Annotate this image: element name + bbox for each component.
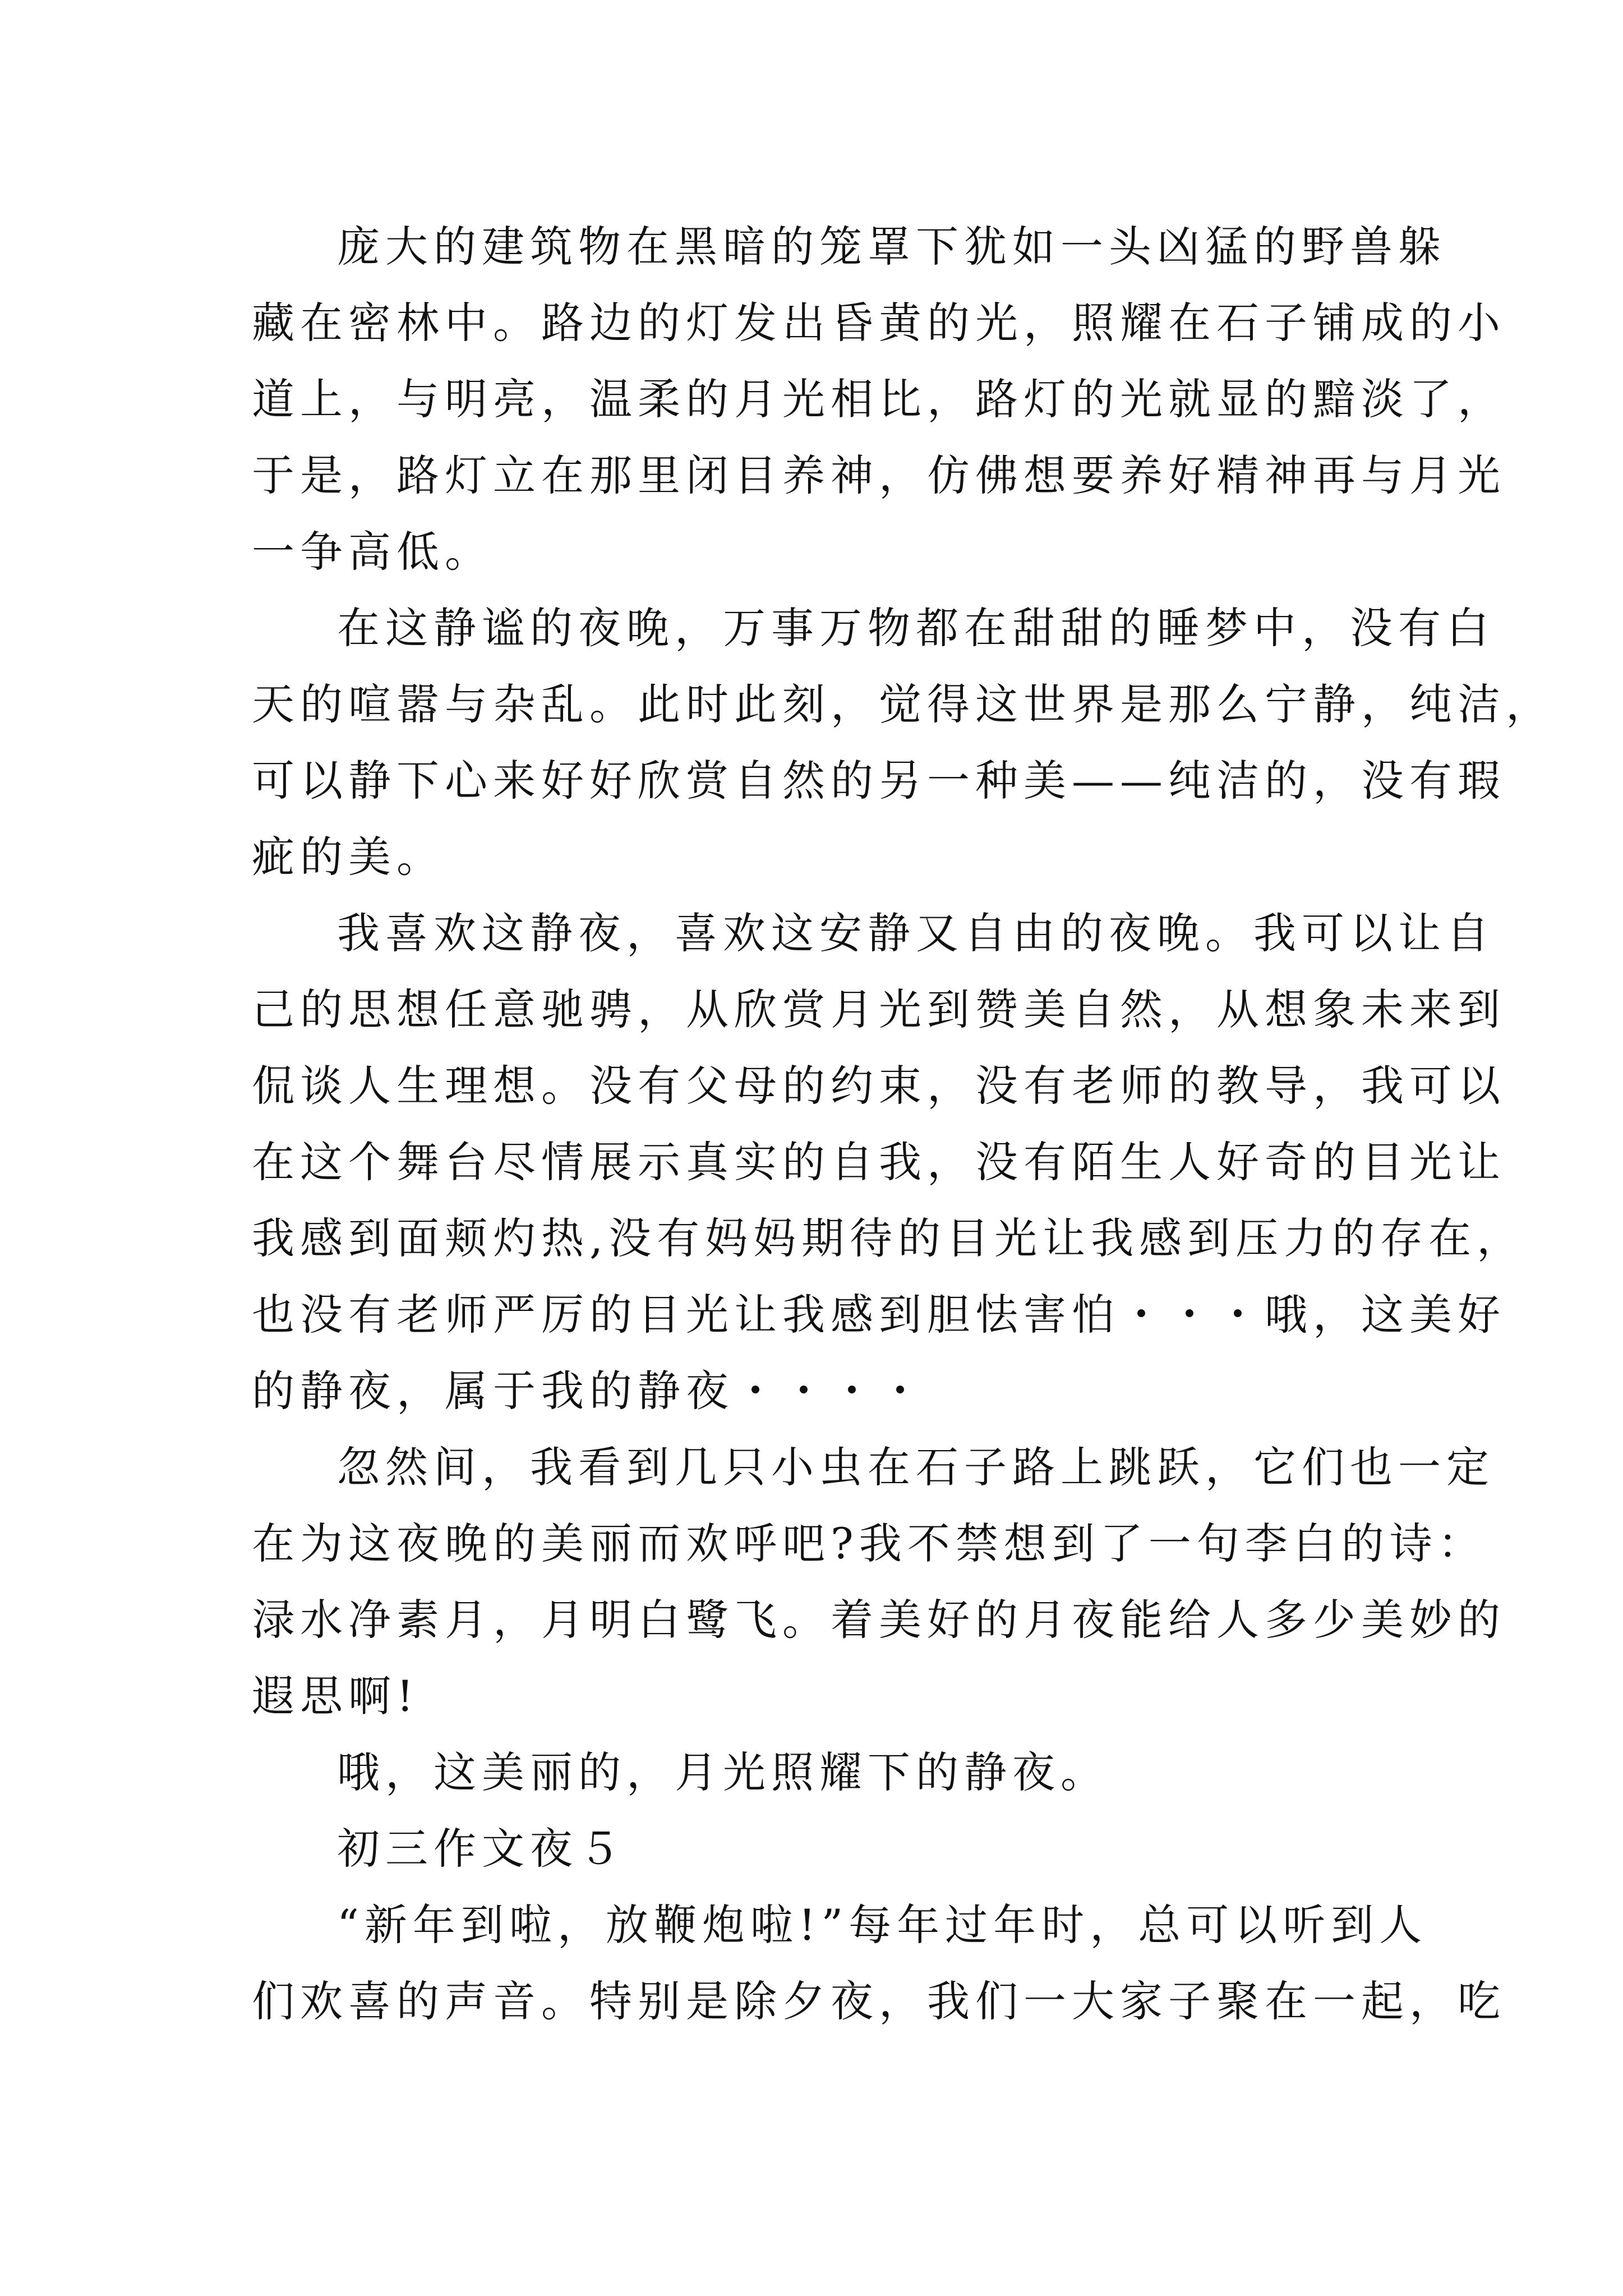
text-line: 的静夜，属于我的静夜・・・・ xyxy=(252,1366,927,1416)
text-line: 一争高低。 xyxy=(252,527,493,577)
text-line: 可以静下心来好好欣赏自然的另一种美——纯洁的，没有瑕 xyxy=(252,756,1506,806)
text-line: 也没有老师严厉的目光让我感到胆怯害怕・・・哦，这美好 xyxy=(252,1290,1506,1340)
text-line: 我喜欢这静夜，喜欢这安静又自由的夜晚。我可以让自 xyxy=(337,908,1495,958)
text-line: 哦，这美丽的，月光照耀下的静夜。 xyxy=(337,1747,1109,1797)
text-line: 侃谈人生理想。没有父母的约束，没有老师的教导，我可以 xyxy=(252,1061,1506,1111)
text-line: 藏在密林中。路边的灯发出昏黄的光，照耀在石子铺成的小 xyxy=(252,298,1506,348)
text-line: 在这个舞台尽情展示真实的自我，没有陌生人好奇的目光让 xyxy=(252,1137,1506,1187)
text-line: 疵的美。 xyxy=(252,832,445,882)
text-line: 天的喧嚣与杂乱。此时此刻，觉得这世界是那么宁静，纯洁， xyxy=(252,679,1554,729)
text-line: 在为这夜晚的美丽而欢呼吧?我不禁想到了一句李白的诗： xyxy=(252,1519,1486,1568)
text-line: “新年到啦，放鞭炮啦!”每年过年时，总可以听到人 xyxy=(337,1900,1428,1950)
text-line: 道上，与明亮，温柔的月光相比，路灯的光就显的黯淡了， xyxy=(252,374,1506,424)
text-line: 我感到面颊灼热,没有妈妈期待的目光让我感到压力的存在， xyxy=(252,1213,1525,1263)
text-line: 渌水净素月，月明白鹭飞。着美好的月夜能给人多少美妙的 xyxy=(252,1595,1506,1645)
text-line: 于是，路灯立在那里闭目养神，仿佛想要养好精神再与月光 xyxy=(252,450,1506,500)
text-line: 己的思想任意驰骋，从欣赏月光到赞美自然，从想象未来到 xyxy=(252,984,1506,1034)
section-heading: 初三作文夜５ xyxy=(337,1824,626,1874)
text-line: 庞大的建筑物在黑暗的笼罩下犹如一头凶猛的野兽躲 xyxy=(337,222,1446,272)
text-line: 们欢喜的声音。特别是除夕夜，我们一大家子聚在一起，吃 xyxy=(252,1976,1506,2026)
text-line: 遐思啊! xyxy=(252,1671,419,1721)
text-line: 忽然间，我看到几只小虫在石子路上跳跃，它们也一定 xyxy=(337,1442,1495,1492)
text-line: 在这静谧的夜晚，万事万物都在甜甜的睡梦中，没有白 xyxy=(337,603,1495,653)
